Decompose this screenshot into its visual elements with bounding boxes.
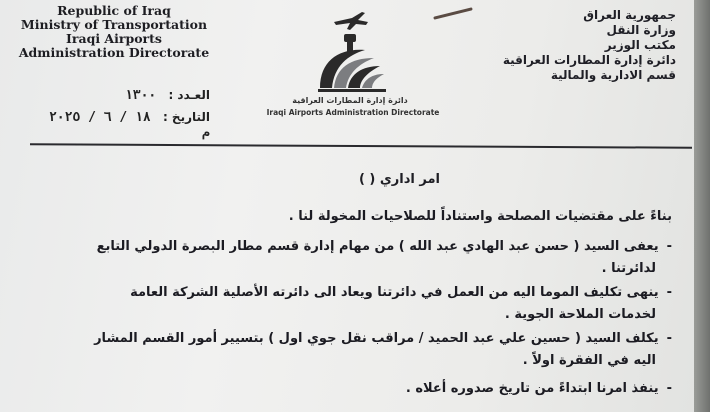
date-label: التاريخ : <box>162 110 210 124</box>
item-2-line-1: ينهى تكليف الموما اليه من العمل في دائرتنا ويعاد الى دائرته الأصلية الشركة العامة <box>130 285 659 300</box>
order-item-2 <box>32 282 672 326</box>
number-value: ١٣٠٠ <box>124 88 157 103</box>
item-2-line-2: لخدمات الملاحة الجوية . <box>504 307 656 322</box>
bullet: - <box>666 381 672 396</box>
ar-office: مكتب الوزير <box>604 38 676 52</box>
en-airports: Iraqi Airports <box>66 31 162 46</box>
en-directorate: Administration Directorate <box>18 45 210 60</box>
bullet: - <box>666 285 672 300</box>
order-item-3 <box>32 328 672 372</box>
ar-directorate: دائرة إدارة المطارات العراقية <box>502 53 676 67</box>
order-intro: بناءً على مقتضيات المصلحة واستناداً للصلاحيات المخولة لنا . <box>288 209 672 224</box>
logo-mark-icon <box>270 10 430 100</box>
english-letterhead <box>14 4 214 60</box>
en-ministry: Ministry of Transportation <box>20 17 208 32</box>
order-title: امر اداري ( ) <box>358 172 440 187</box>
item-3-line-1: يكلف السيد ( حسين علي عبد الحميد / مراقب نقل جوي اول ) بتسيير أمور القسم المشار <box>94 331 659 346</box>
ar-country: جمهورية العراق <box>583 8 676 22</box>
item-4-line-1: ينفذ امرنا ابتداءً من تاريخ صدوره أعلاه . <box>405 381 659 396</box>
order-item-4 <box>32 378 672 400</box>
arabic-letterhead <box>426 8 676 83</box>
ar-ministry: وزارة النقل <box>606 23 676 37</box>
document-date <box>40 110 210 140</box>
logo-caption-english: Iraqi Airports Administration Directorate <box>266 108 440 117</box>
bullet: - <box>666 331 672 346</box>
bullet: - <box>666 239 672 254</box>
date-value: ١٨ / ٦ / ٢٠٢٥ م <box>48 110 210 140</box>
number-label: العـدد : <box>168 88 210 102</box>
header-divider <box>30 143 692 148</box>
item-3-line-2: اليه في الفقرة اولاً . <box>522 353 656 368</box>
ar-department: قسم الادارية والمالية <box>550 68 676 82</box>
item-1-line-1: يعفى السيد ( حسن عبد الهادي عبد الله ) من مهام إدارة قسم مطار البصرة الدولي التابع <box>96 239 659 254</box>
order-item-1 <box>32 236 672 280</box>
background-edge <box>694 0 710 412</box>
logo-caption-arabic: دائرة إدارة المطارات العراقية <box>292 96 408 105</box>
item-1-line-2: لدائرتنا . <box>601 261 656 276</box>
document-number <box>40 88 210 103</box>
en-country: Republic of Iraq <box>57 3 171 18</box>
